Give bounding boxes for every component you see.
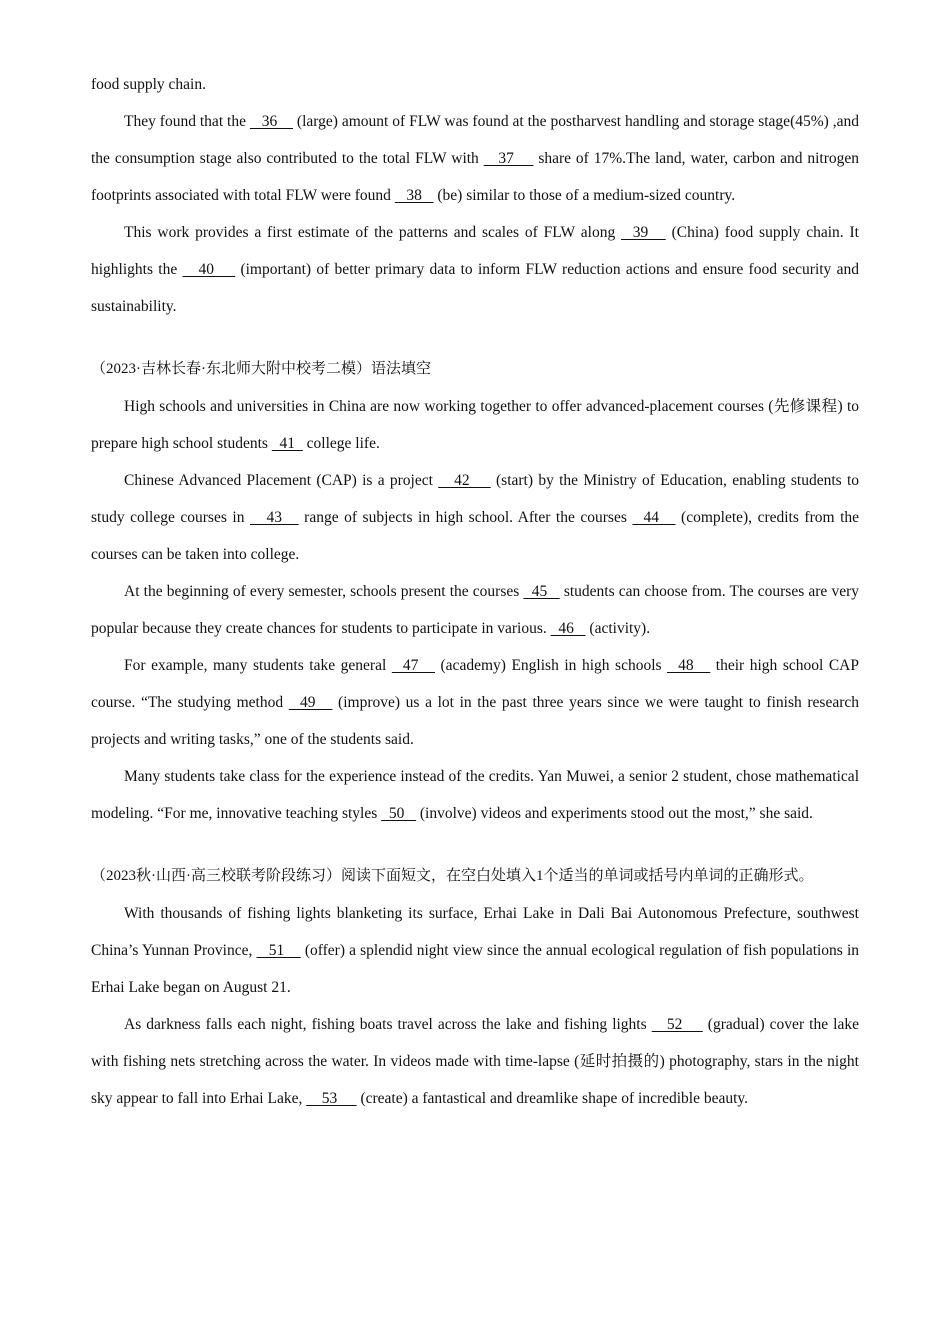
- text-run: students can choose from. The courses are very popular because they create chances for students to participate in various.: [91, 583, 859, 637]
- answer-blank: 48: [667, 657, 711, 674]
- paragraph: [91, 758, 859, 832]
- answer-blank: 36: [249, 113, 293, 130]
- answer-blank: 42: [438, 472, 491, 489]
- paragraph: [91, 573, 859, 647]
- text-run: This work provides a first estimate of the patterns and scales of FLW along: [124, 224, 622, 241]
- paragraph: [91, 895, 859, 1006]
- text-run: college life.: [302, 435, 380, 452]
- answer-blank: 51: [256, 942, 301, 959]
- text-run: range of subjects in high school. After the courses: [298, 509, 633, 526]
- document-page: [91, 66, 859, 1117]
- text-run: High schools and universities in China are now working together to offer advanced-placement courses (先修课程) to prepare high school students: [91, 398, 859, 452]
- answer-blank: 39: [621, 224, 666, 241]
- section-heading: [91, 858, 859, 895]
- answer-blank: 46: [550, 620, 586, 637]
- text-run: At the beginning of every semester, schools present the courses: [124, 583, 524, 600]
- section-heading: [91, 351, 859, 388]
- answer-blank: 40: [182, 261, 236, 278]
- text-run: share of 17%.The land, water, carbon and nitrogen footprints associated with total FLW were found: [91, 150, 859, 204]
- paragraph: [91, 462, 859, 573]
- answer-blank: 44: [632, 509, 676, 526]
- paragraph: [91, 647, 859, 758]
- paragraph: [91, 1006, 859, 1117]
- answer-blank: 45: [523, 583, 560, 600]
- answer-blank: 37: [483, 150, 534, 167]
- text-run: (China) food supply chain. It highlights the: [91, 224, 859, 278]
- text-run: As darkness falls each night, fishing boats travel across the lake and fishing lights: [124, 1016, 652, 1033]
- answer-blank: 50: [381, 805, 417, 822]
- answer-blank: 43: [249, 509, 299, 526]
- answer-blank: 53: [306, 1090, 357, 1107]
- text-run: (offer) a splendid night view since the annual ecological regulation of fish populations in Erhai Lake began on August 21.: [91, 942, 860, 996]
- text-run: (be) similar to those of a medium-sized country.: [433, 187, 736, 204]
- text-run: Chinese Advanced Placement (CAP) is a project: [124, 472, 439, 489]
- text-run: (important) of better primary data to inform FLW reduction actions and ensure food security and sustainability.: [91, 261, 859, 315]
- text-run: (academy) English in high schools: [434, 657, 668, 674]
- text-run: (activity).: [585, 620, 651, 637]
- paragraph-continuation: [91, 66, 859, 103]
- text-run: （2023秋·山西·高三校联考阶段练习）阅读下面短文，在空白处填入1个适当的单词或括号内单词的正确形式。: [91, 868, 814, 884]
- text-run: food supply chain.: [91, 76, 206, 93]
- text-run: (create) a fantastical and dreamlike shape of incredible beauty.: [356, 1090, 749, 1107]
- text-run: For example, many students take general: [124, 657, 392, 674]
- answer-blank: 49: [288, 694, 333, 711]
- text-run: Many students take class for the experience instead of the credits. Yan Muwei, a senior 2 student, chose mathematical modeling. “For me, innovative teaching styles: [91, 768, 859, 822]
- paragraph: [91, 214, 859, 325]
- text-run: their high school CAP course. “The studying method: [91, 657, 859, 711]
- text-run: (large) amount of FLW was found at the postharvest handling and storage stage(45%) ,and the consumption stage also contributed to the total FLW with: [91, 113, 859, 167]
- text-run: (improve) us a lot in the past three years since we were taught to finish research projects and writing tasks,” one of the students said.: [91, 694, 859, 748]
- text-run: (start) by the Ministry of Education, enabling students to study college courses in: [91, 472, 860, 526]
- text-run: (complete), credits from the courses can be taken into college.: [91, 509, 860, 563]
- answer-blank: 52: [651, 1016, 703, 1033]
- answer-blank: 47: [391, 657, 435, 674]
- answer-blank: 41: [271, 435, 303, 452]
- paragraph: [91, 388, 859, 462]
- text-run: They found that the: [124, 113, 250, 130]
- text-run: （2023·吉林长春·东北师大附中校考二模）语法填空: [91, 361, 431, 377]
- text-run: (gradual) cover the lake with fishing nets stretching across the water. In videos made with time-lapse (延时拍摄的) photography, stars in the night sky appear to fall into Erhai Lake,: [91, 1016, 859, 1107]
- text-run: (involve) videos and experiments stood out the most,” she said.: [416, 805, 813, 822]
- answer-blank: 38: [394, 187, 434, 204]
- paragraph: [91, 103, 859, 214]
- text-run: With thousands of fishing lights blanketing its surface, Erhai Lake in Dali Bai Autonomous Prefecture, southwest China’s Yunnan Province,: [91, 905, 859, 959]
